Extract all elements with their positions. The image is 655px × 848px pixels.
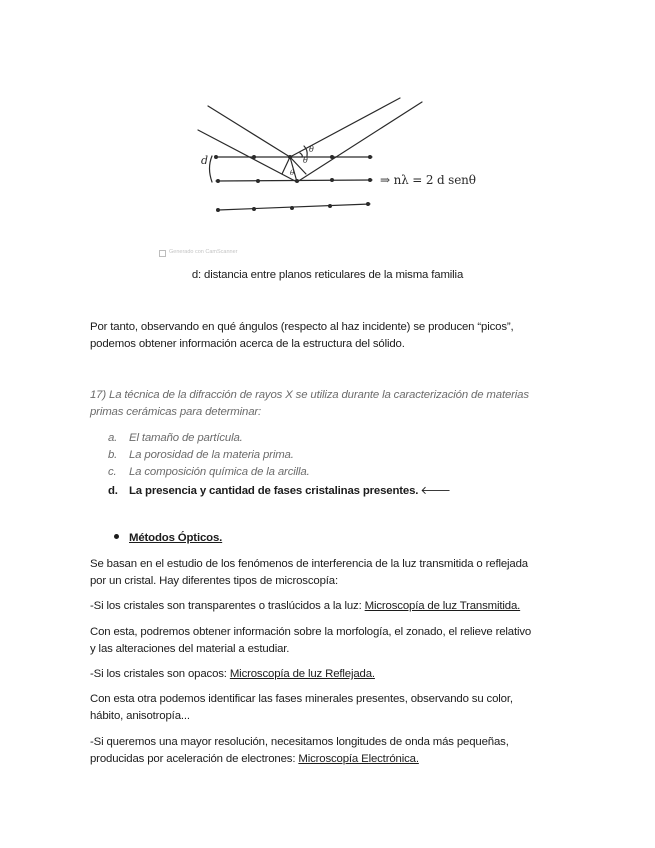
p4-text: -Si los cristales son opacos: <box>90 668 230 680</box>
question-line-2: primas cerámicas para determinar: <box>90 406 262 418</box>
option-text: La presencia y cantidad de fases cristalinas presentes. <box>129 485 419 497</box>
angle-arc-2 <box>300 153 302 157</box>
p1-line-2: por un cristal. Hay diferentes tipos de microscopía: <box>90 575 338 587</box>
lattice-point <box>288 155 292 159</box>
reflected-ray-2 <box>297 102 422 182</box>
bragg-diagram <box>150 90 510 262</box>
option-letter: a. <box>108 432 118 444</box>
answer-options <box>108 430 548 498</box>
spacing-bracket <box>210 156 213 182</box>
p4-line <box>90 666 375 683</box>
p6-line-2 <box>90 751 419 768</box>
spacing-label: d <box>201 154 208 167</box>
angle-label-3: θ <box>290 169 295 177</box>
lattice-point <box>330 178 334 182</box>
section-title: Métodos Ópticos. <box>129 532 223 544</box>
option-a <box>108 430 548 447</box>
lattice-point <box>368 155 372 159</box>
lattice-point <box>328 204 332 208</box>
option-letter: d. <box>108 485 118 497</box>
lattice-plane-3 <box>218 204 370 210</box>
p5-line-2: hábito, anisotropía... <box>90 710 190 722</box>
intro-line-1: Por tanto, observando en qué ángulos (respecto al haz incidente) se producen “picos”, <box>90 321 514 333</box>
intro-paragraph <box>90 319 570 353</box>
option-c <box>108 464 548 481</box>
intro-line-2: podemos obtener información acerca de la estructura del sólido. <box>90 338 405 350</box>
bullet-icon <box>114 534 119 539</box>
bragg-formula: ⇒ nλ = 2 d senθ <box>380 173 476 187</box>
lattice-point <box>256 179 260 183</box>
angle-label-2: θ <box>303 156 308 165</box>
p3-line-1: Con esta, podremos obtener información sobre la morfología, el zonado, el relieve relativo <box>90 626 532 638</box>
lattice-point <box>368 178 372 182</box>
lattice-plane-2 <box>216 180 372 181</box>
option-text: La porosidad de la materia prima. <box>129 449 294 461</box>
question-17 <box>90 387 570 421</box>
option-letter: b. <box>108 449 118 461</box>
watermark-text: Generado con CamScanner <box>169 249 238 255</box>
p1-line-1: Se basan en el estudio de los fenómenos de interferencia de la luz transmitida o reflejada <box>90 558 528 570</box>
p6-text: producidas por aceleración de electrones: <box>90 753 299 765</box>
lattice-point <box>214 155 218 159</box>
p6-line-1: -Si queremos una mayor resolución, necesitamos longitudes de onda más pequeñas, <box>90 736 509 748</box>
option-text: La composición química de la arcilla. <box>129 466 310 478</box>
scanner-watermark <box>159 250 239 258</box>
reflected-light-link: Microscopía de luz Reflejada. <box>229 668 375 680</box>
lattice-point <box>252 155 256 159</box>
reflected-ray-1 <box>290 98 400 157</box>
option-d-correct <box>108 483 548 500</box>
lattice-point <box>290 206 294 210</box>
option-text: El tamaño de partícula. <box>129 432 243 444</box>
lattice-point <box>216 208 220 212</box>
lattice-point <box>330 155 334 159</box>
figure-caption: d: distancia entre planos reticulares de la misma familia <box>191 269 464 281</box>
p2-text: -Si los cristales son transparentes o traslúcidos a la luz: <box>90 600 365 612</box>
option-b <box>108 447 548 464</box>
angle-label-1: θ <box>309 145 314 154</box>
section-heading <box>114 530 222 547</box>
lattice-point <box>216 179 220 183</box>
lattice-point <box>295 179 299 183</box>
question-line-1: 17) La técnica de la difracción de rayos X se utiliza durante la caracterización de materias <box>90 389 529 401</box>
watermark-logo-icon <box>159 250 166 257</box>
lattice-point <box>366 202 370 206</box>
bragg-sketch <box>150 90 510 262</box>
p5-line-1: Con esta otra podemos identificar las fases minerales presentes, observando su color, <box>90 693 513 705</box>
p3-line-2: y las alteraciones del material a estudiar. <box>90 643 290 655</box>
left-arrow-icon: 🡐 <box>420 485 451 497</box>
incident-ray-1 <box>208 106 290 157</box>
option-text-wrap <box>129 483 451 500</box>
transmitted-light-link: Microscopía de luz Transmitida. <box>364 600 521 612</box>
electron-microscopy-link: Microscopía Electrónica. <box>298 753 419 765</box>
p2-line <box>90 598 520 615</box>
lattice-point <box>252 207 256 211</box>
option-letter: c. <box>108 466 117 478</box>
